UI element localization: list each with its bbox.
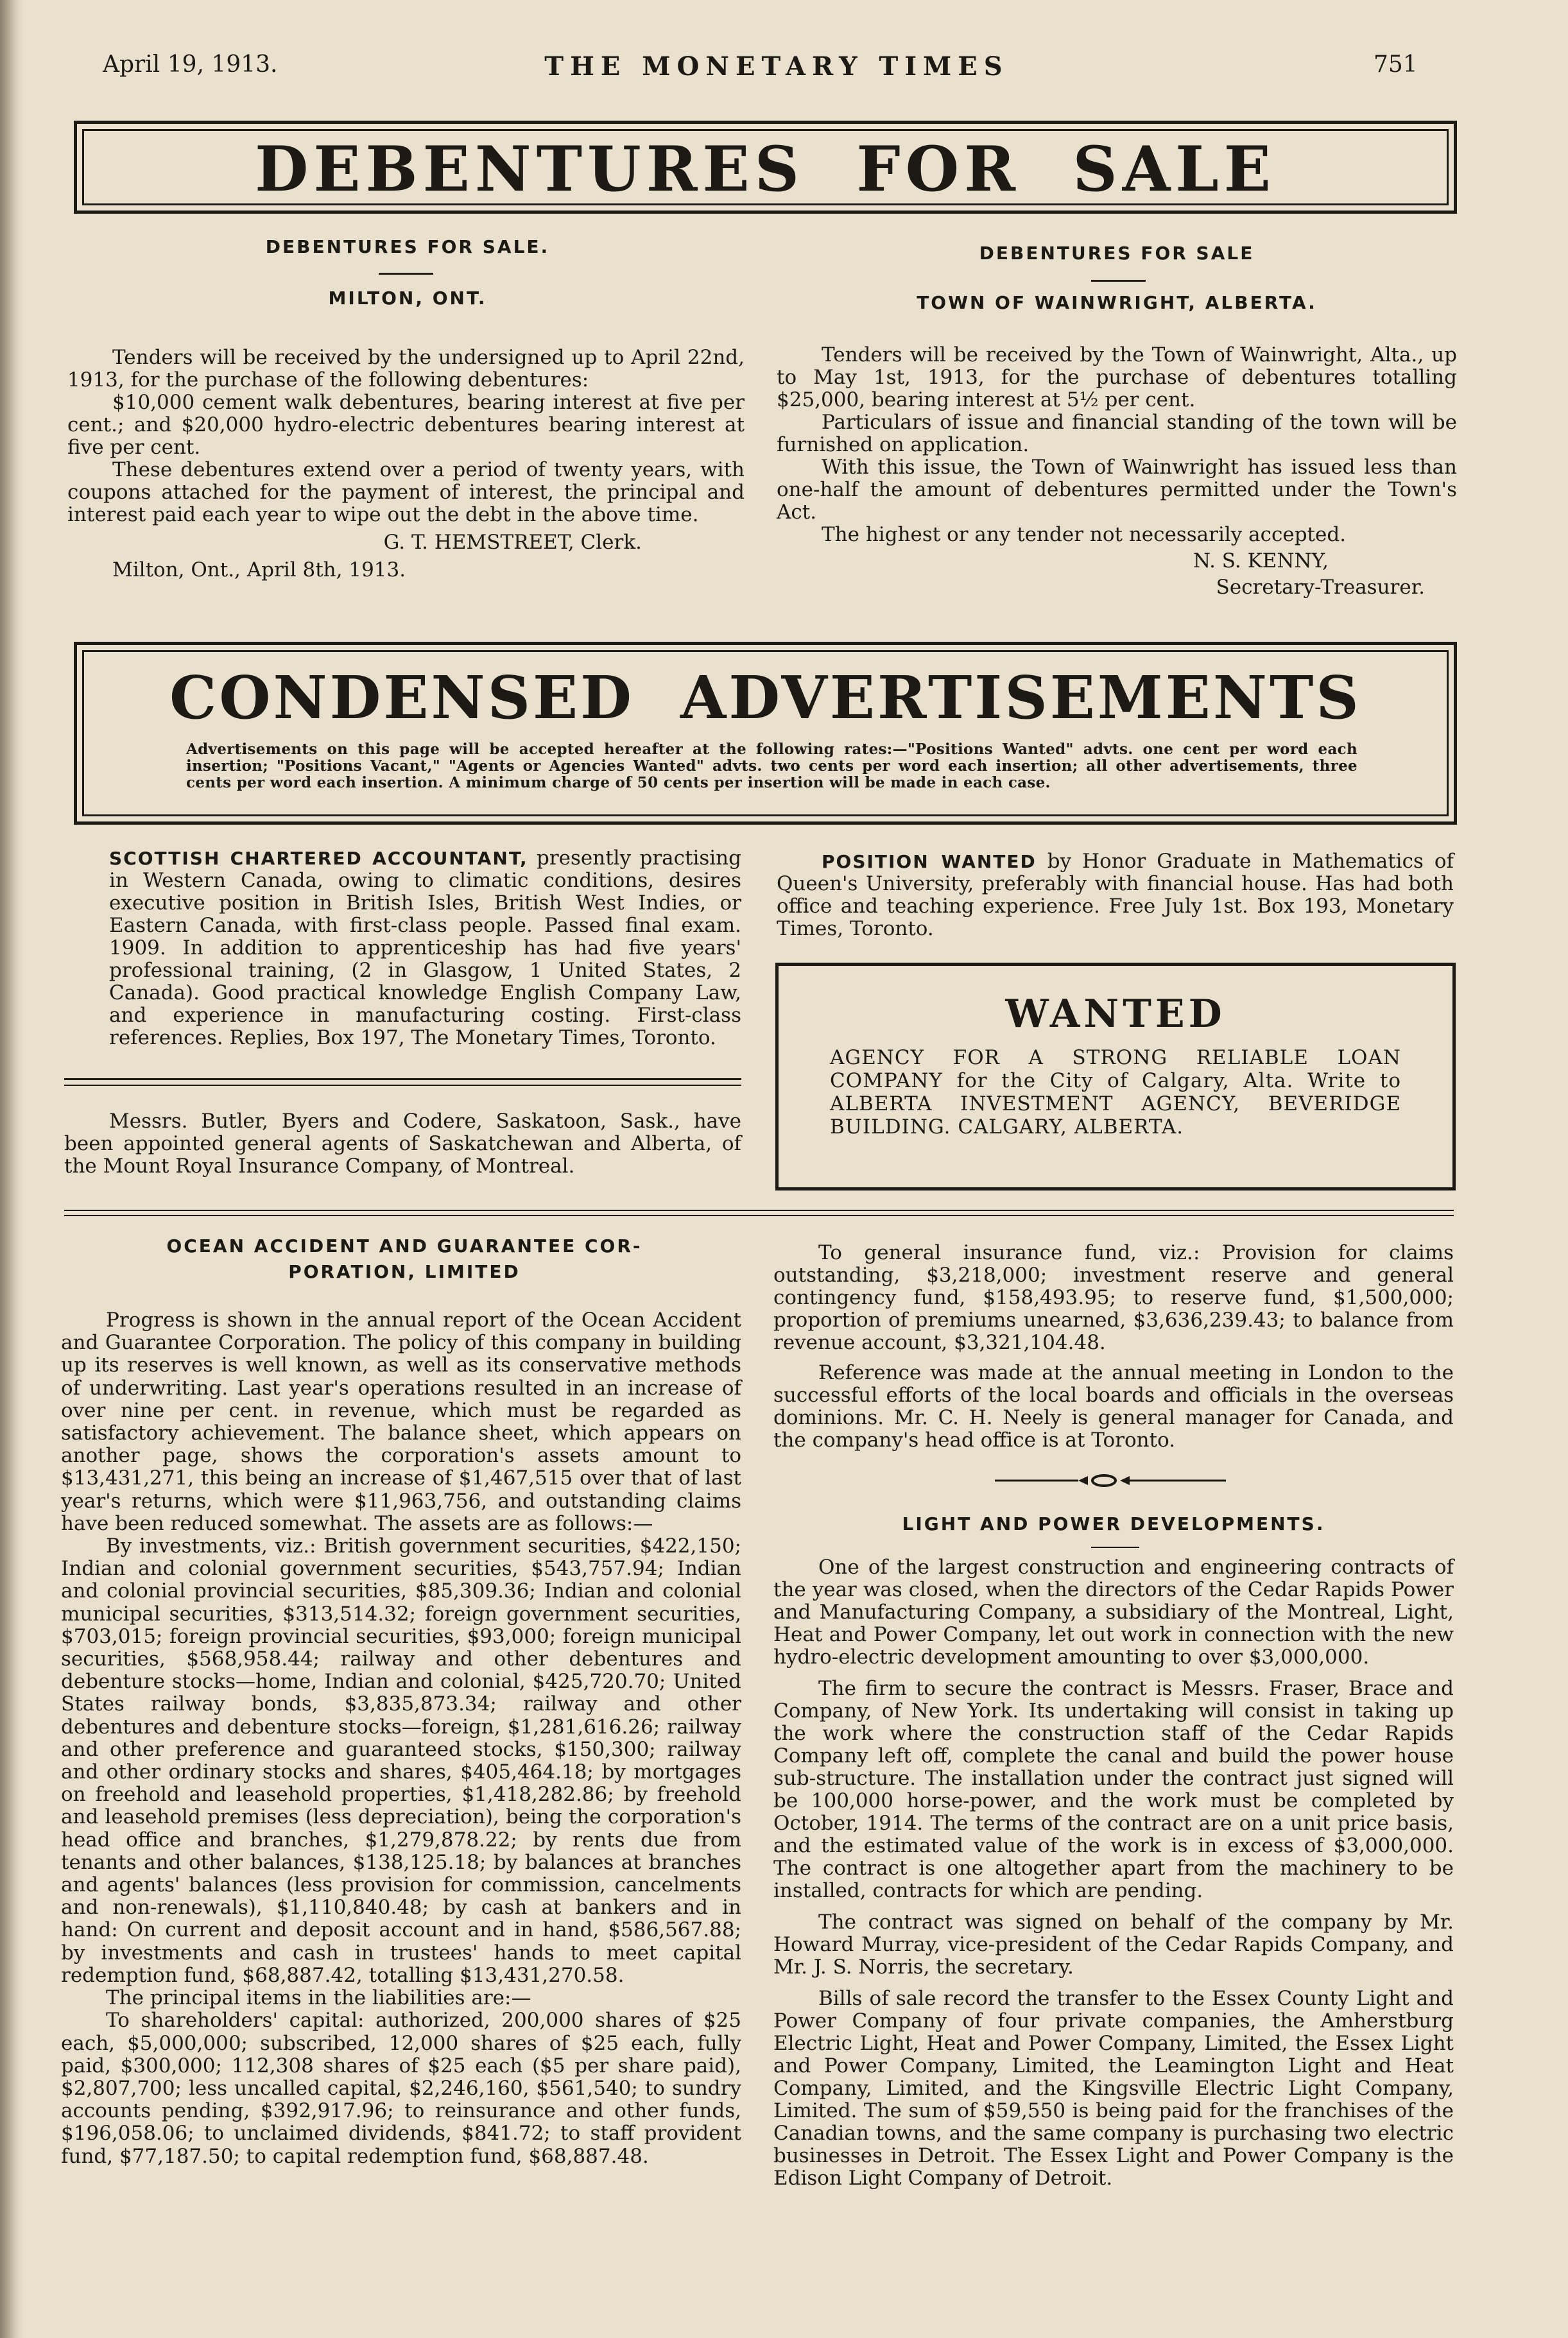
wainwright-paragraph: With this issue, the Town of Wainwright has issued less than one-half the amount of debentures permitted under the Town's Act.: [777, 456, 1457, 524]
page-divider-rule: [64, 1210, 1454, 1211]
scottish-ad-lead: SCOTTISH CHARTERED ACCOUNTANT,: [109, 848, 528, 869]
milton-dateline: Milton, Ont., April 8th, 1913.: [112, 558, 406, 581]
page-divider-rule: [64, 1215, 1454, 1216]
section-rule: [64, 1078, 741, 1080]
light-power-heading: LIGHT AND POWER DEVELOPMENTS.: [902, 1513, 1325, 1534]
ocean-paragraph: Progress is shown in the annual report of the Ocean Accident and Guarantee Corporation. The policy of this company in building up its reserves is well known, as well as its conservative methods of underwriting. Last year's operations resulted in an increase of over nine per cent. in revenue, which must be regarded as satisfactory achievement. The balance sheet, which appears on another page, shows the corporation's assets amount to $13,431,271, this being an increase of $1,467,515 over that of last year's returns, which were $11,963,756, and outstanding claims have been reduced somewhat. The assets are as follows:—: [61, 1309, 741, 1535]
condensed-ads-title: CONDENSED ADVERTISEMENTS: [169, 663, 1361, 732]
wainwright-rule: [1091, 280, 1146, 282]
wainwright-heading: DEBENTURES FOR SALE: [979, 243, 1255, 264]
position-wanted-lead: POSITION WANTED: [822, 851, 1037, 872]
scottish-ad-body: presently practising in Western Canada, owing to climatic conditions, desires executive position in British Isles, British West Indies, or Eastern Canada, with first-class people. Passed final exam. 1909. In addition to apprenticeship has had five years' professional training, (2 in Glasgow, 1 United States, 2 Canada). Good practical knowledge English Company Law, and experience in manufacturing costing. First-class references. Replies, Box 197, The Monetary Times, Toronto.: [109, 847, 741, 1049]
wainwright-paragraph: The highest or any tender not necessarily accepted.: [822, 523, 1347, 546]
wanted-ad-title: WANTED: [1005, 992, 1226, 1036]
condensed-ads-banner: [74, 642, 1457, 825]
ocean-paragraph: To shareholders' capital: authorized, 200,000 shares of $25 each, $5,000,000; subscribed, 12,000 shares of $25 each, fully paid, $300,000; 112,308 shares of $25 each ($5 per share paid), $2,807,700; less uncalled capital, $2,246,160, $561,540; to sundry accounts pending, $392,917.96; to reinsurance and other funds, $196,058.06; to unclaimed dividends, $841.72; to staff provident fund, $77,187.50; to capital redemption fund, $68,887.48.: [61, 2009, 741, 2168]
position-wanted-body: by Honor Graduate in Mathematics of Queen's University, preferably with financial house. Has had both office and teaching experience. Free July 1st. Box 193, Monetary Times, Toronto.: [777, 850, 1454, 940]
milton-rule: [379, 273, 433, 275]
milton-heading: DEBENTURES FOR SALE.: [265, 236, 550, 257]
butler-notice-text: Messrs. Butler, Byers and Codere, Saskatoon, Sask., have been appointed general agents of Saskatchewan and Alberta, of the Mount Royal Insurance Company, of Montreal.: [64, 1110, 741, 1178]
ocean-article-body: [61, 1309, 741, 2168]
light-power-paragraph: The contract was signed on behalf of the company by Mr. Howard Murray, vice-president of the Cedar Rapids Company, and Mr. J. S. Norris, the secretary.: [773, 1911, 1454, 1979]
ocean-continued-paragraph: To general insurance fund, viz.: Provision for claims outstanding, $3,218,000; investment reserve and general contingency fund, $158,493.95; to reserve fund, $1,500,000; proportion of premiums unearned, $3,636,239.43; to balance from revenue account, $3,321,104.48.: [773, 1241, 1454, 1354]
wainwright-paragraph: Tenders will be received by the Town of Wainwright, Alta., up to May 1st, 1913, for the purchase of debentures totalling $25,000, bearing interest at 5½ per cent.: [777, 343, 1457, 411]
ocean-heading-line1: OCEAN ACCIDENT AND GUARANTEE COR-: [166, 1235, 642, 1257]
ocean-paragraph: The principal items in the liabilities are:—: [106, 1986, 531, 2010]
wainwright-signature-name: N. S. KENNY,: [1193, 549, 1329, 572]
ocean-paragraph: By investments, viz.: British government securities, $422,150; Indian and colonial government securities, $543,757.94; Indian and colonial provincial securities, $85,309.36; Indian and colonial municipal securities, $313,514.32; foreign government securities, $703,015; foreign provincial securities, $93,000; foreign municipal securities, $568,958.44; railway and other debentures and debenture stocks—home, Indian and colonial, $425,720.70; United States railway bonds, $3,835,873.34; railway and other debentures and debenture stocks—foreign, $1,281,616.26; railway and other preference and guaranteed stocks, $150,300; railway and other ordinary stocks and shares, $405,464.18; by mortgages on freehold and leasehold properties, $1,418,282.86; by freehold and leasehold premises (less depreciation), being the corporation's head office and branches, $1,279,878.22; by rents due from tenants and other balances, $138,125.18; by balances at branches and agents' balances (less provision for commission, cancelments and non-renewals), $1,110,840.48; by cash at bankers and in hand: On current and deposit account and in hand, $586,567.88; by investments and cash in trustees' hands to meet capital redemption fund, $68,887.42, totalling $13,431,270.58.: [61, 1534, 741, 1987]
debentures-banner: [74, 121, 1457, 214]
condensed-ads-rates-note: Advertisements on this page will be accepted hereafter at the following rates:—"Positions Wanted" advts. one cent per word each insertion; "Positions Vacant," "Agents or Agencies Wanted" advts. two cents per word each insertion; all other advertisements, three cents per word each insertion. A minimum charge of 50 cents per insertion will be made in each case.: [186, 741, 1357, 791]
wainwright-paragraph: Particulars of issue and financial standing of the town will be furnished on application.: [777, 411, 1457, 456]
debentures-banner-title: DEBENTURES FOR SALE: [255, 133, 1276, 205]
ocean-article-continued: [773, 1242, 1454, 1452]
ocean-heading-line2: PORATION, LIMITED: [288, 1261, 521, 1282]
header-title: THE MONETARY TIMES: [544, 51, 1009, 82]
ocean-continued-paragraph: Reference was made at the annual meeting in London to the successful efforts of the local boards and officials in the overseas dominions. Mr. C. H. Neely is general manager for Canada, and the company's head office is at Toronto.: [773, 1361, 1454, 1452]
section-rule: [64, 1085, 741, 1086]
light-power-body: [773, 1556, 1454, 2190]
milton-paragraph: Tenders will be received by the undersigned up to April 22nd, 1913, for the purchase of the following debentures:: [67, 346, 745, 391]
wainwright-body: [777, 344, 1457, 599]
wanted-ad-body: AGENCY FOR A STRONG RELIABLE LOAN COMPANY for the City of Calgary, Alta. Write to ALBERTA INVESTMENT AGENCY, BEVERIDGE BUILDING. CALGARY, ALBERTA.: [830, 1046, 1401, 1139]
wainwright-subheading: TOWN OF WAINWRIGHT, ALBERTA.: [917, 292, 1317, 313]
ornament-divider-icon: [995, 1471, 1226, 1490]
header-page-number: 751: [1374, 51, 1418, 78]
milton-paragraph: These debentures extend over a period of twenty years, with coupons attached for the payment of interest, the principal and interest paid each year to wipe out the debt in the above time.: [67, 458, 745, 526]
milton-paragraph: $10,000 cement walk debentures, bearing interest at five per cent.; and $20,000 hydro-electric debentures bearing interest at five per cent.: [67, 391, 745, 459]
light-power-paragraph: The firm to secure the contract is Messrs. Fraser, Brace and Company, of New York. Its undertaking will consist in taking up the work where the construction staff of the Cedar Rapids Company left off, complete the canal and build the power house sub-structure. The installation under the contract just signed will be 100,000 horse-power, and the work must be completed by October, 1914. The terms of the contract are on a unit price basis, and the estimated value of the work is in excess of $3,000,000. The contract is one altogether apart from the machinery to be installed, contracts for which are pending.: [773, 1677, 1454, 1902]
wanted-ad-box: [775, 963, 1456, 1190]
milton-signature: G. T. HEMSTREET, Clerk.: [383, 531, 642, 554]
light-power-rule: [1091, 1547, 1139, 1548]
milton-body: [67, 347, 745, 581]
butler-notice: [64, 1110, 741, 1178]
binding-shadow: [0, 0, 23, 2338]
light-power-paragraph: Bills of sale record the transfer to the Essex County Light and Power Company of four private companies, the Amherstburg Electric Light, Heat and Power Company, Limited, the Essex Light and Power Company, Limited, the Leamington Light and Heat Company, Limited, and the Kingsville Electric Light Company, Limited. The sum of $59,550 is being paid for the franchises of the Canadian towns, and the same company is purchasing two electric businesses in Detroit. The Essex Light and Power Company is the Edison Light Company of Detroit.: [773, 1987, 1454, 2190]
position-wanted-ad: [777, 850, 1454, 940]
scottish-accountant-ad: [64, 847, 741, 1049]
header-date: April 19, 1913.: [103, 51, 278, 78]
milton-subheading: MILTON, ONT.: [328, 288, 487, 309]
wainwright-signature-title: Secretary-Treasurer.: [1216, 576, 1425, 599]
light-power-paragraph: One of the largest construction and engineering contracts of the year was closed, when the directors of the Cedar Rapids Power and Manufacturing Company, a subsidiary of the Montreal, Light, Heat and Power Company, let out work in connection with the new hydro-electric development amounting to over $3,000,000.: [773, 1556, 1454, 1669]
